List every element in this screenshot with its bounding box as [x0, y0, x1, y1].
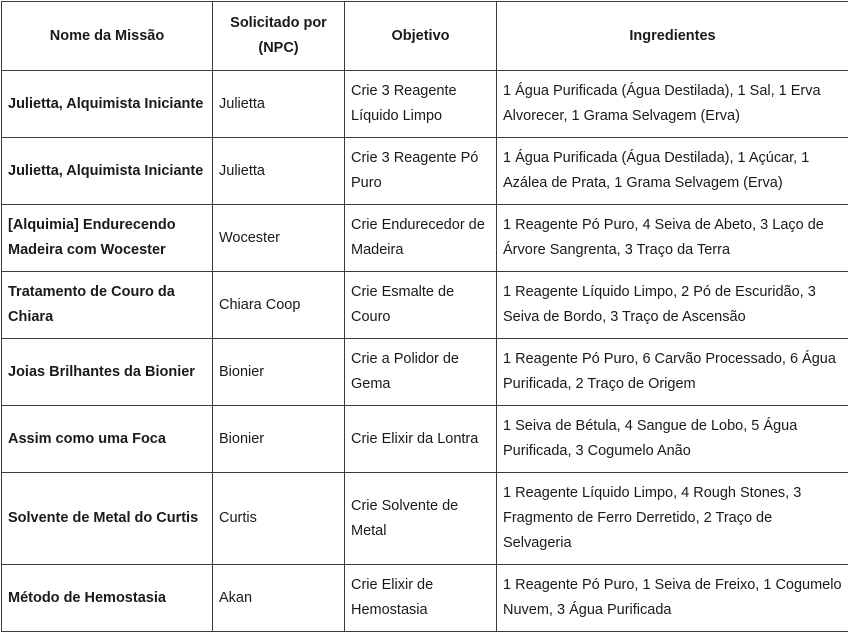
mission-cell: Julietta, Alquimista Iniciante [2, 71, 213, 138]
npc-cell: Julietta [213, 138, 345, 205]
table-row [2, 272, 848, 339]
mission-cell: Assim como uma Foca [2, 406, 213, 473]
quest-table [1, 1, 848, 632]
ingredients-cell: 1 Água Purificada (Água Destilada), 1 Sal, 1 Erva Alvorecer, 1 Grama Selvagem (Erva) [497, 71, 848, 138]
ingredients-cell: 1 Reagente Pó Puro, 1 Seiva de Freixo, 1 Cogumelo Nuvem, 3 Água Purificada [497, 565, 848, 632]
ingredients-cell: 1 Reagente Líquido Limpo, 2 Pó de Escuridão, 3 Seiva de Bordo, 3 Traço de Ascensão [497, 272, 848, 339]
mission-cell: Joias Brilhantes da Bionier [2, 339, 213, 406]
table-row [2, 205, 848, 272]
objective-cell: Crie 3 Reagente Pó Puro [345, 138, 497, 205]
ingredients-cell: 1 Seiva de Bétula, 4 Sangue de Lobo, 5 Água Purificada, 3 Cogumelo Anão [497, 406, 848, 473]
mission-cell: Tratamento de Couro da Chiara [2, 272, 213, 339]
mission-cell: Julietta, Alquimista Iniciante [2, 138, 213, 205]
npc-cell: Akan [213, 565, 345, 632]
npc-cell: Julietta [213, 71, 345, 138]
npc-cell: Chiara Coop [213, 272, 345, 339]
ingredients-cell: 1 Reagente Pó Puro, 4 Seiva de Abeto, 3 Laço de Árvore Sangrenta, 3 Traço da Terra [497, 205, 848, 272]
objective-cell: Crie Solvente de Metal [345, 473, 497, 565]
npc-cell: Bionier [213, 406, 345, 473]
objective-cell: Crie a Polidor de Gema [345, 339, 497, 406]
mission-cell: [Alquimia] Endurecendo Madeira com Wocester [2, 205, 213, 272]
ingredients-cell: 1 Água Purificada (Água Destilada), 1 Açúcar, 1 Azálea de Prata, 1 Grama Selvagem (Erva) [497, 138, 848, 205]
header-mission: Nome da Missão [2, 2, 213, 71]
header-objective: Objetivo [345, 2, 497, 71]
objective-cell: Crie Esmalte de Couro [345, 272, 497, 339]
table-row [2, 565, 848, 632]
ingredients-cell: 1 Reagente Pó Puro, 6 Carvão Processado, 6 Água Purificada, 2 Traço de Origem [497, 339, 848, 406]
objective-cell: Crie Elixir de Hemostasia [345, 565, 497, 632]
header-ingredients: Ingredientes [497, 2, 848, 71]
objective-cell: Crie Elixir da Lontra [345, 406, 497, 473]
table-row [2, 138, 848, 205]
npc-cell: Wocester [213, 205, 345, 272]
mission-cell: Método de Hemostasia [2, 565, 213, 632]
table-row [2, 473, 848, 565]
table-row [2, 406, 848, 473]
objective-cell: Crie 3 Reagente Líquido Limpo [345, 71, 497, 138]
npc-cell: Bionier [213, 339, 345, 406]
ingredients-cell: 1 Reagente Líquido Limpo, 4 Rough Stones, 3 Fragmento de Ferro Derretido, 2 Traço de Selvageria [497, 473, 848, 565]
objective-cell: Crie Endurecedor de Madeira [345, 205, 497, 272]
header-npc: Solicitado por (NPC) [213, 2, 345, 71]
table-row [2, 71, 848, 138]
mission-cell: Solvente de Metal do Curtis [2, 473, 213, 565]
header-row [2, 2, 848, 71]
npc-cell: Curtis [213, 473, 345, 565]
table-row [2, 339, 848, 406]
